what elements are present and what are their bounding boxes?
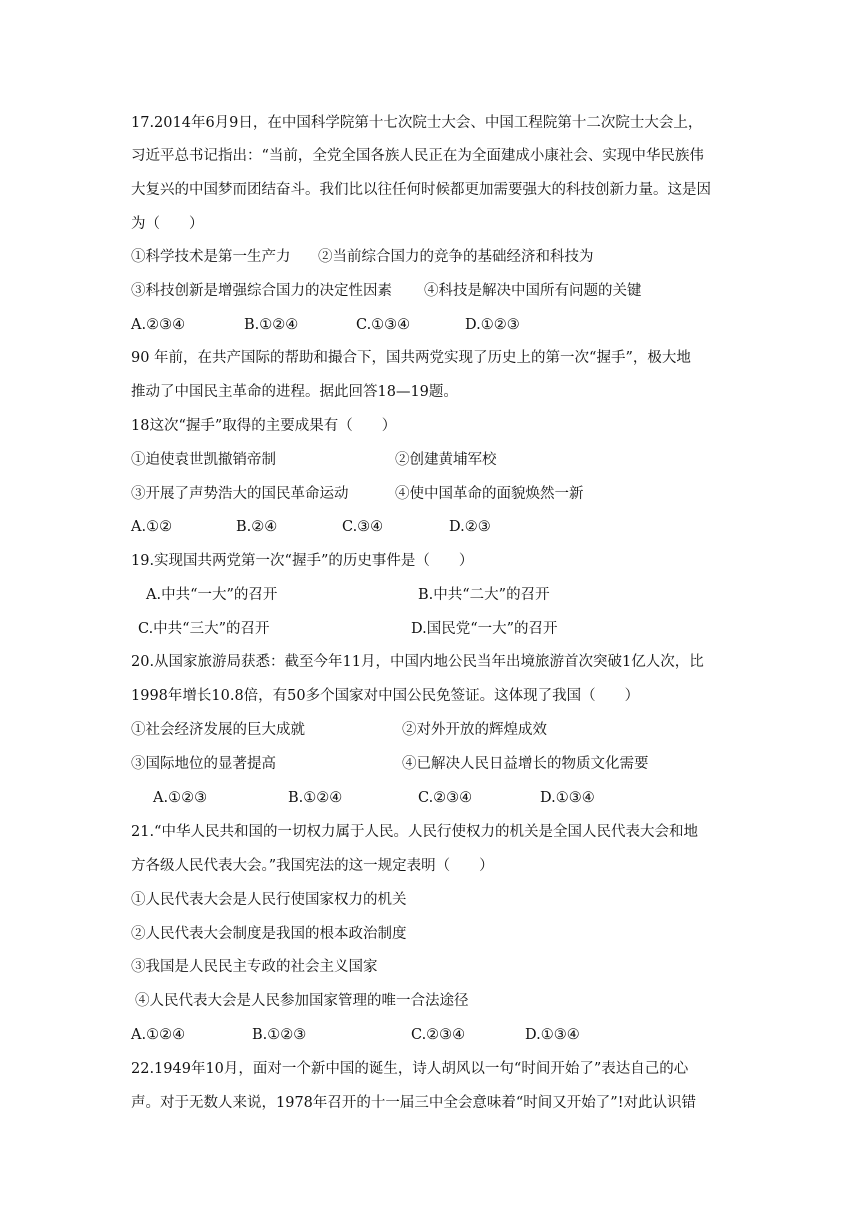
q21-stem-line-1: 21.“中华人民共和国的一切权力属于人民。人民行使权力的机关是全国人民代表大会和地 <box>131 824 698 840</box>
q22-stem-line-2: 声。对于无数人来说，1978年召开的十一届三中全会意味着“时间又开始了”!对此认识错 <box>131 1095 697 1111</box>
q20-option-d: D.①③④ <box>540 790 595 806</box>
q19-stem: 19.实现国共两党第一次“握手”的历史事件是（ ） <box>131 553 474 569</box>
q19-option-a: A.中共“一大”的召开 <box>146 587 278 603</box>
q17-option-d: D.①②③ <box>465 317 520 333</box>
q20-item-4: ④已解决人民日益增长的物质文化需要 <box>402 756 649 772</box>
q19-option-d: D.国民党“一大”的召开 <box>411 621 558 637</box>
q17-item-3: ③科技创新是增强综合国力的决定性因素 <box>131 283 392 299</box>
intro18-line-1: 90 年前，在共产国际的帮助和撮合下，国共两党实现了历史上的第一次“握手”，极大地 <box>131 350 691 366</box>
q21-stem-line-2: 方各级人民代表大会。”我国宪法的这一规定表明（ ） <box>131 858 494 874</box>
q19-option-c: C.中共“三大”的召开 <box>138 621 270 637</box>
q20-item-2: ②对外开放的辉煌成效 <box>402 722 547 738</box>
q18-option-a: A.①② <box>131 519 173 535</box>
q18-option-d: D.②③ <box>449 519 491 535</box>
q17-option-b: B.①②④ <box>244 317 299 333</box>
q17-item-1: ①科学技术是第一生产力 <box>131 249 291 265</box>
q17-stem-line-2: 习近平总书记指出：“当前，全党全国各族人民正在为全面建成小康社会、实现中华民族伟 <box>131 148 704 164</box>
q20-option-b: B.①②④ <box>288 790 343 806</box>
q18-item-3: ③开展了声势浩大的国民革命运动 <box>131 486 349 502</box>
q18-option-b: B.②④ <box>236 519 278 535</box>
q21-option-d: D.①③④ <box>525 1027 580 1043</box>
q21-item-3: ③我国是人民民主专政的社会主义国家 <box>131 959 378 975</box>
q18-item-1: ①迫使袁世凯撤销帝制 <box>131 452 276 468</box>
q20-item-1: ①社会经济发展的巨大成就 <box>131 722 305 738</box>
q17-option-a: A.②③④ <box>131 317 186 333</box>
q18-item-2: ②创建黄埔军校 <box>395 452 497 468</box>
q22-stem-line-1: 22.1949年10月，面对一个新中国的诞生，诗人胡风以一句“时间开始了”表达自己的心 <box>131 1061 689 1077</box>
q17-stem-line-3: 大复兴的中国梦而团结奋斗。我们比以往任何时候都更加需要强大的科技创新力量。这是因 <box>131 182 711 198</box>
q21-item-2: ②人民代表大会制度是我国的根本政治制度 <box>131 926 407 942</box>
q20-stem-line-2: 1998年增长10.8倍，有50多个国家对中国公民免签证。这体现了我国（ ） <box>131 688 640 704</box>
q19-option-b: B.中共“二大”的召开 <box>418 587 550 603</box>
q21-item-4: ④人民代表大会是人民参加国家管理的唯一合法途径 <box>135 993 469 1009</box>
q17-option-c: C.①③④ <box>356 317 411 333</box>
q17-item-2: ②当前综合国力的竞争的基础经济和科技为 <box>318 249 594 265</box>
q17-stem-line-1: 17.2014年6月9日，在中国科学院第十七次院士大会、中国工程院第十二次院士大会上， <box>131 115 703 131</box>
q21-option-a: A.①②④ <box>131 1027 186 1043</box>
q21-item-1: ①人民代表大会是人民行使国家权力的机关 <box>131 892 407 908</box>
q18-item-4: ④使中国革命的面貌焕然一新 <box>395 486 584 502</box>
q17-stem-line-4: 为（ ） <box>131 216 204 232</box>
q20-stem-line-1: 20.从国家旅游局获悉：截至今年11月，中国内地公民当年出境旅游首次突破1亿人次，比 <box>131 654 704 670</box>
intro18-line-2: 推动了中国民主革命的进程。据此回答18—19题。 <box>131 384 458 400</box>
q20-option-a: A.①②③ <box>153 790 208 806</box>
q21-option-b: B.①②③ <box>252 1027 307 1043</box>
q18-stem: 18这次“握手”取得的主要成果有（ ） <box>131 418 397 434</box>
q20-item-3: ③国际地位的显著提高 <box>131 756 276 772</box>
q20-option-c: C.②③④ <box>418 790 473 806</box>
q17-item-4: ④科技是解决中国所有问题的关键 <box>424 283 642 299</box>
q18-option-c: C.③④ <box>342 519 384 535</box>
q21-option-c: C.②③④ <box>411 1027 466 1043</box>
